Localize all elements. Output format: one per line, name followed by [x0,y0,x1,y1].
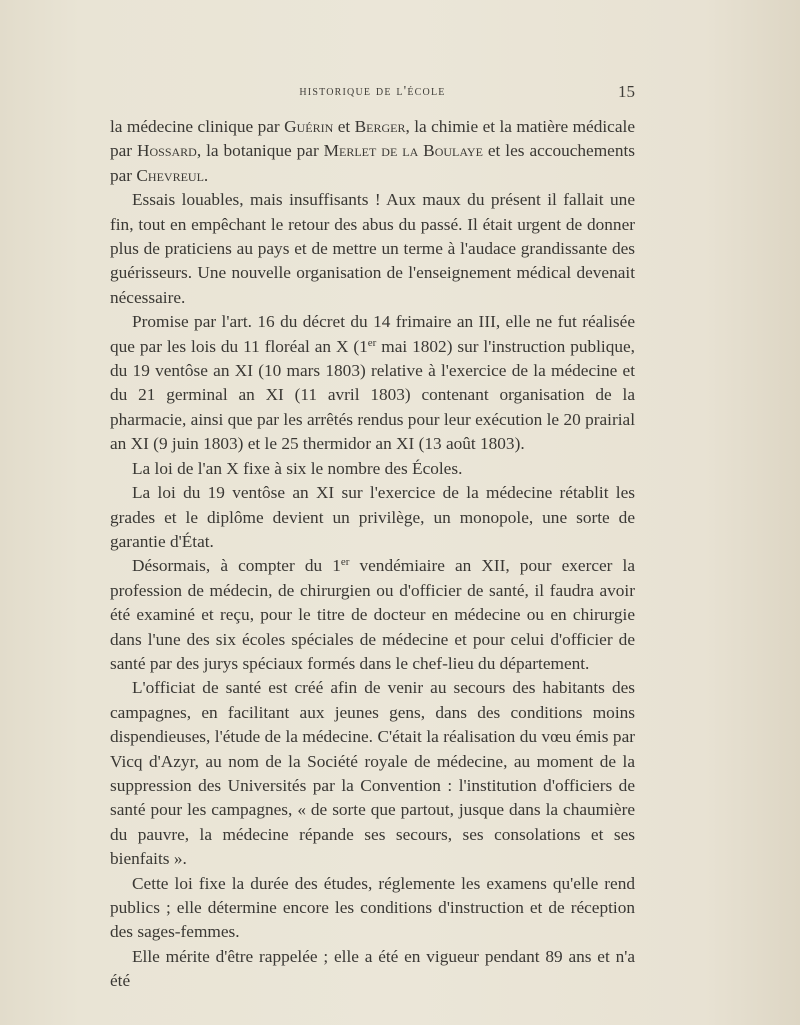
text-segment: . [203,165,209,185]
page-header [110,82,635,106]
author-name: Chevreul [136,165,204,185]
paragraph-p9 [110,945,635,994]
paragraph-p7 [110,676,635,871]
paragraph-p6 [110,554,635,676]
text-segment: La loi du 19 ventôse an XI sur l'exercice de la médecine rétablit les grades et le diplôme devient un privilège, un monopole, une sorte de garantie d'État. [110,483,635,551]
ordinal-superscript: er [367,336,377,349]
text-segment: , la botanique par [196,141,324,161]
page-number: 15 [618,82,635,101]
text-segment: la médecine clinique par [110,117,285,136]
paragraph-p2 [110,188,635,310]
text-segment: Promise par l'art. 16 du décret du 14 frimaire an III, elle ne fut réalisée que par les lois du 11 floréal an X (1 [110,312,635,356]
paragraph-p8 [110,872,635,945]
author-name: Berger [354,117,406,136]
author-name: Guérin [284,117,334,136]
author-name: Merlet de la Boulaye [323,141,483,161]
text-segment: Désormais, à compter du 1 [132,556,341,576]
paragraph-p1 [110,115,635,188]
text-segment: La loi de l'an X fixe à six le nombre des Écoles. [132,458,463,478]
text-segment: et [333,117,355,136]
running-head: historique de l'école [299,84,446,99]
text-segment: vendémiaire an XII, pour exercer la profession de médecin, de chirurgien ou d'officier de santé, il faudra avoir été examiné et reçu, pour le titre de docteur en médecine ou en chirurgie dans l'une des six écoles spéciales de médecine et pour celui d'officier de santé par des jurys spéciaux formés dans le chef-lieu du département. [110,556,635,673]
text-segment: , la chimie et la matière médicale par [110,117,635,161]
text-segment: mai 1802) sur l'instruction publique, du 19 ventôse an XI (10 mars 1803) relative à l'exercice de la médecine et du 21 germinal an XI (11 avril 1803) contenant organisation de la pharmacie, ainsi que par les arrêtés rendus pour leur exécution le 20 prairial an XI (9 juin 1803) et le 25 thermidor an XI (13 août 1803). [110,336,635,454]
text-segment: Elle mérite d'être rappelée ; elle a été en vigueur pendant 89 ans et n'a été [110,946,635,991]
text-segment: Cette loi fixe la durée des études, réglemente les examens qu'elle rend publics ; elle détermine encore les conditions d'instruction et de réception des sages-femmes. [110,873,635,942]
text-segment: L'officiat de santé est créé afin de venir au secours des habitants des campagnes, en facilitant aux jeunes gens, dans des conditions moins dispendieuses, l'étude de la médecine. C'était la réalisation du vœu émis par Vicq d'Azyr, au nom de la Société royale de médecine, au moment de la suppression des Universités par la Convention : l'institution d'officiers de santé pour les campagnes, « de sorte que partout, jusque dans la chaumière du pauvre, la médecine répande ses secours, ses consolations et ses bienfaits ». [110,678,635,869]
paragraph-p4 [110,457,635,481]
ordinal-superscript: er [340,556,350,569]
text-segment: Essais louables, mais insuffisants ! Aux maux du présent il fallait une fin, tout en empêchant le retour des abus du passé. Il était urgent de donner plus de praticiens au pays et de mettre un terme à l'audace grandissante des guérisseurs. Une nouvelle organisation de l'enseignement médical devenait nécessaire. [110,190,635,307]
paragraph-p3 [110,310,635,456]
body-text [110,115,635,994]
text-segment: et les accouchements par [110,141,635,185]
paragraph-p5 [110,481,635,554]
author-name: Hossard [137,141,197,161]
